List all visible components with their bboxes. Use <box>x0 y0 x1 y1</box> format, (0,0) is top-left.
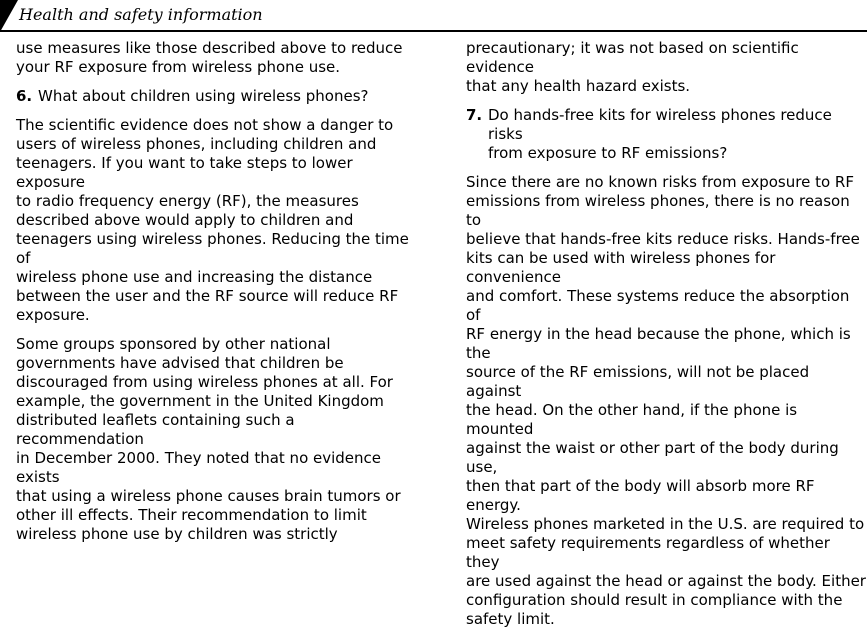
question-6-number: 6. <box>16 87 33 105</box>
page-header <box>0 0 867 32</box>
answer-6-paragraph-2: Some groups sponsored by other national governments have advised that children be discouraged from using wireless phones at all. For example, the government in the United Kingdom distributed leaflets containing such a recommendation in December 2000. They noted that no evidence exists that using a wireless phone causes brain tumors or other ill effects. Their recommendation to limit wireless phone use by children was strictly <box>16 335 401 543</box>
right-column <box>466 39 866 639</box>
intro-paragraph: use measures like those described above to reduce your RF exposure from wireless phone use. <box>16 39 403 76</box>
header-rule <box>0 30 867 32</box>
left-column <box>16 39 422 554</box>
question-7-number: 7. <box>466 106 483 124</box>
header-title: Health and safety information <box>19 5 263 24</box>
answer-6-paragraph-1: The scientific evidence does not show a danger to users of wireless phones, including children and teenagers. If you want to take steps to lower exposure to radio frequency energy (RF), the measures described above would apply to children and teenagers using wireless phones. Reducing the time of wireless phone use and increasing the distance between the user and the RF source will reduce RF exposure. <box>16 116 409 324</box>
question-7 <box>466 106 866 163</box>
header-accent-bar <box>0 0 18 32</box>
answer-7-paragraph: Since there are no known risks from exposure to RF emissions from wireless phones, there is no reason to believe that hands-free kits reduce risks. Hands-free kits can be used with wireless phones for convenience and comfort. These systems reduce the absorption of RF energy in the head because the phone, which is the source of the RF emissions, will not be placed against the head. On the other hand, if the phone is mounted against the waist or other part of the body during use, then that part of the body will absorb more RF energy. Wireless phones marketed in the U.S. are required to meet safety requirements regardless of whether they are used against the head or against the body. Either configuration should result in compliance with the safety limit. <box>466 173 866 628</box>
continued-paragraph: precautionary; it was not based on scientific evidence that any health hazard exists. <box>466 39 799 95</box>
question-6 <box>16 87 422 106</box>
question-7-text: Do hands-free kits for wireless phones reduce risks from exposure to RF emissions? <box>488 106 832 162</box>
question-6-text: What about children using wireless phones? <box>38 87 369 105</box>
